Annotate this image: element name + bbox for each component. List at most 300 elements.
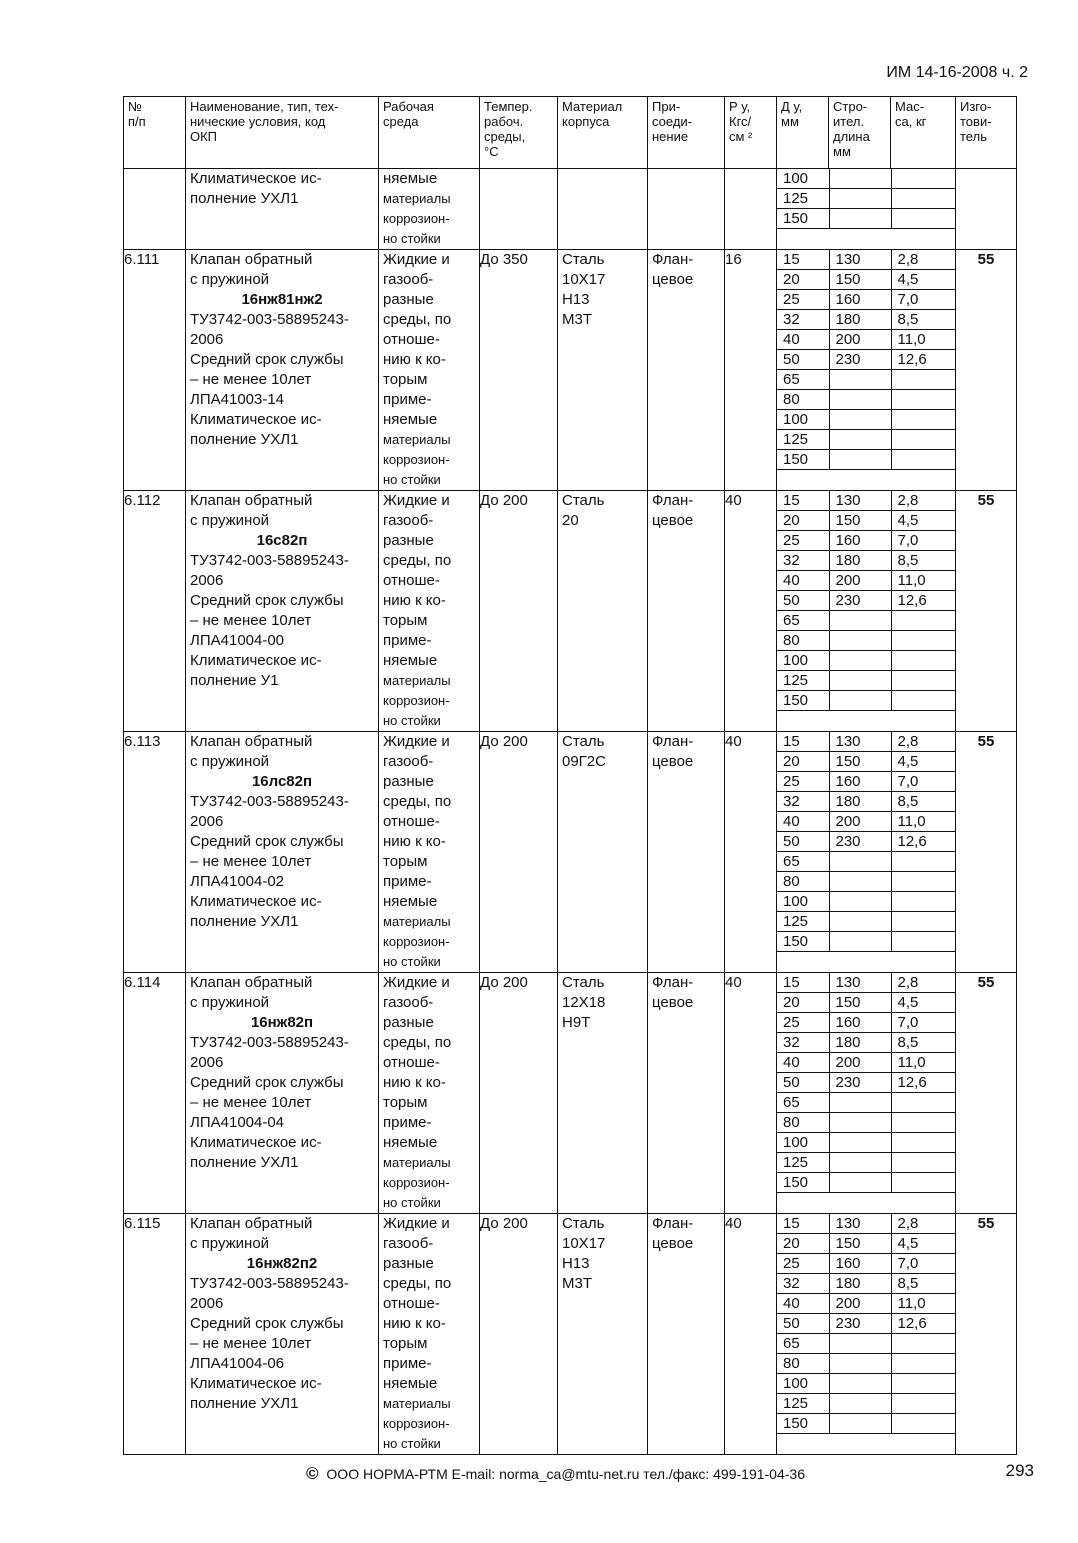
cell-size-subtable bbox=[777, 250, 956, 491]
text-line: мм bbox=[833, 144, 851, 159]
size-length-cell bbox=[829, 1354, 891, 1374]
size-length-cell: 180 bbox=[829, 1033, 891, 1053]
size-row bbox=[777, 310, 956, 330]
size-mass-cell: 4,5 bbox=[891, 270, 956, 290]
size-mass-cell bbox=[891, 370, 956, 390]
text-line: среды, по bbox=[383, 311, 452, 328]
size-length-cell: 150 bbox=[829, 752, 891, 772]
size-dn-cell: 80 bbox=[777, 1354, 829, 1374]
size-mass-cell: 2,8 bbox=[891, 1214, 956, 1234]
cell-medium bbox=[379, 732, 480, 973]
text-line: Флан- bbox=[652, 1215, 694, 1232]
cell-num: 6.115 bbox=[124, 1214, 186, 1455]
size-length-cell bbox=[829, 430, 891, 450]
text-line: Жидкие и bbox=[383, 1215, 450, 1232]
size-row bbox=[777, 169, 956, 189]
text-line: 2006 bbox=[190, 1054, 224, 1071]
continuation-row bbox=[124, 169, 1017, 250]
text-line: ТУ3742-003-58895243- bbox=[190, 793, 349, 810]
size-dn-cell: 150 bbox=[777, 450, 829, 470]
text-line: тель bbox=[960, 129, 987, 144]
text-line: няемые bbox=[383, 1375, 438, 1392]
size-mass-cell bbox=[891, 651, 956, 671]
text-line: Средний срок службы bbox=[190, 1315, 344, 1332]
size-length-cell bbox=[829, 691, 891, 711]
cell-temp: До 200 bbox=[480, 732, 558, 973]
text-line: корпуса bbox=[562, 114, 610, 129]
size-length-cell: 180 bbox=[829, 1274, 891, 1294]
cell-name bbox=[186, 973, 379, 1214]
size-length-cell: 160 bbox=[829, 772, 891, 792]
table-row bbox=[124, 491, 1017, 732]
size-row bbox=[777, 1214, 956, 1234]
size-row bbox=[777, 852, 956, 872]
text-line: ител. bbox=[833, 114, 865, 129]
size-row bbox=[777, 270, 956, 290]
size-mass-cell bbox=[891, 611, 956, 631]
size-row bbox=[777, 752, 956, 772]
cell-pressure: 40 bbox=[725, 1214, 777, 1455]
text-line: но стойки bbox=[383, 1195, 441, 1210]
size-mass-cell bbox=[891, 1113, 956, 1133]
size-dn-cell: 32 bbox=[777, 551, 829, 571]
size-dn-cell: 150 bbox=[777, 1414, 829, 1434]
header-material bbox=[558, 97, 648, 169]
table-body bbox=[124, 169, 1017, 1455]
size-mass-cell bbox=[891, 450, 956, 470]
text-line: Жидкие и bbox=[383, 974, 450, 991]
text-line: няемые bbox=[383, 411, 438, 428]
text-line: Флан- bbox=[652, 251, 694, 268]
text-line: ЛПА41004-00 bbox=[190, 632, 285, 649]
size-length-cell: 160 bbox=[829, 1013, 891, 1033]
text-line: М3Т bbox=[562, 311, 592, 328]
text-line: – не менее 10лет bbox=[190, 853, 312, 870]
size-dn-cell: 25 bbox=[777, 1254, 829, 1274]
text-line: 10Х17 bbox=[562, 271, 606, 288]
size-dn-cell: 80 bbox=[777, 1113, 829, 1133]
size-row bbox=[777, 511, 956, 531]
size-mass-cell: 12,6 bbox=[891, 591, 956, 611]
size-subtable bbox=[777, 491, 956, 711]
text-line: ОКП bbox=[190, 129, 218, 144]
size-row bbox=[777, 1133, 956, 1153]
size-dn-cell: 25 bbox=[777, 531, 829, 551]
size-row bbox=[777, 410, 956, 430]
header-maker bbox=[956, 97, 1017, 169]
size-mass-cell: 11,0 bbox=[891, 1053, 956, 1073]
text-line: цевое bbox=[652, 1235, 694, 1252]
size-length-cell bbox=[829, 209, 891, 229]
size-row bbox=[777, 1013, 956, 1033]
size-dn-cell: 80 bbox=[777, 631, 829, 651]
cell-maker: 55 bbox=[956, 732, 1017, 973]
text-line: – не менее 10лет bbox=[190, 1335, 312, 1352]
text-line: – не менее 10лет bbox=[190, 612, 312, 629]
size-dn-cell: 80 bbox=[777, 872, 829, 892]
size-row bbox=[777, 1234, 956, 1254]
text-line: соеди- bbox=[652, 114, 692, 129]
cell-material bbox=[558, 732, 648, 973]
size-length-cell: 230 bbox=[829, 832, 891, 852]
size-row bbox=[777, 772, 956, 792]
text-line: приме- bbox=[383, 1114, 432, 1131]
cell-material bbox=[558, 1214, 648, 1455]
size-length-cell bbox=[829, 450, 891, 470]
cell-material bbox=[558, 973, 648, 1214]
cell-pressure: 40 bbox=[725, 973, 777, 1214]
size-length-cell: 180 bbox=[829, 551, 891, 571]
footer-contacts: ООО НОРМА-РТМ E-mail: norma_ca@mtu-net.ru тел./факс: 499-191-04-36 bbox=[326, 1466, 805, 1482]
size-dn-cell: 100 bbox=[777, 1374, 829, 1394]
text-line: Клапан обратный bbox=[190, 974, 313, 991]
text-line: но стойки bbox=[383, 472, 441, 487]
size-row bbox=[777, 1374, 956, 1394]
header-mass bbox=[891, 97, 956, 169]
size-row bbox=[777, 531, 956, 551]
size-length-cell: 200 bbox=[829, 571, 891, 591]
text-line: ТУ3742-003-58895243- bbox=[190, 552, 349, 569]
size-mass-cell: 2,8 bbox=[891, 973, 956, 993]
text-line: Жидкие и bbox=[383, 251, 450, 268]
size-dn-cell: 15 bbox=[777, 732, 829, 752]
size-mass-cell bbox=[891, 671, 956, 691]
header-temp bbox=[480, 97, 558, 169]
size-length-cell bbox=[829, 1153, 891, 1173]
cell-num: 6.113 bbox=[124, 732, 186, 973]
cell-size-subtable bbox=[777, 732, 956, 973]
cell-temp: До 200 bbox=[480, 1214, 558, 1455]
text-line: Клапан обратный bbox=[190, 492, 313, 509]
size-dn-cell: 150 bbox=[777, 1173, 829, 1193]
text-line: среды, по bbox=[383, 1034, 452, 1051]
size-length-cell: 150 bbox=[829, 1234, 891, 1254]
text-line: торым bbox=[383, 1335, 428, 1352]
size-row bbox=[777, 551, 956, 571]
size-mass-cell: 7,0 bbox=[891, 1013, 956, 1033]
text-line: тови- bbox=[960, 114, 992, 129]
header-name bbox=[186, 97, 379, 169]
text-line: материалы bbox=[383, 914, 451, 929]
text-line: нию к ко- bbox=[383, 1074, 446, 1091]
text-line: Изго- bbox=[960, 99, 992, 114]
text-line: отноше- bbox=[383, 1295, 440, 1312]
text-line: разные bbox=[383, 773, 434, 790]
text-line: 12Х18 bbox=[562, 994, 606, 1011]
size-dn-cell: 15 bbox=[777, 250, 829, 270]
size-mass-cell bbox=[891, 691, 956, 711]
document-code: ИМ 14-16-2008 ч. 2 bbox=[886, 64, 1028, 81]
size-length-cell: 200 bbox=[829, 812, 891, 832]
size-mass-cell bbox=[891, 390, 956, 410]
text-line: см ² bbox=[729, 129, 753, 144]
size-row bbox=[777, 611, 956, 631]
size-mass-cell bbox=[891, 852, 956, 872]
text-line: Сталь bbox=[562, 251, 605, 268]
size-mass-cell bbox=[891, 209, 956, 229]
text-line: Р у, bbox=[729, 99, 751, 114]
cell-size-subtable bbox=[777, 491, 956, 732]
text-line: с пружиной bbox=[190, 512, 270, 529]
cell-connection bbox=[648, 1214, 725, 1455]
cell-medium bbox=[379, 250, 480, 491]
text-line: материалы bbox=[383, 1155, 451, 1170]
text-line: с пружиной bbox=[190, 994, 270, 1011]
text-line: материалы bbox=[383, 191, 451, 206]
cell-name bbox=[186, 250, 379, 491]
cell-material bbox=[558, 491, 648, 732]
text-line: Рабочая bbox=[383, 99, 434, 114]
text-line: нические условия, код bbox=[190, 114, 326, 129]
text-line: 09Г2С bbox=[562, 753, 606, 770]
text-line: торым bbox=[383, 1094, 428, 1111]
size-mass-cell bbox=[891, 872, 956, 892]
text-line: разные bbox=[383, 1014, 434, 1031]
text-line: няемые bbox=[383, 170, 438, 187]
header-length bbox=[829, 97, 891, 169]
size-row bbox=[777, 671, 956, 691]
text-line: с пружиной bbox=[190, 753, 270, 770]
text-line: отноше- bbox=[383, 572, 440, 589]
size-length-cell bbox=[829, 872, 891, 892]
text-line: Клапан обратный bbox=[190, 733, 313, 750]
cell-maker: 55 bbox=[956, 1214, 1017, 1455]
text-line: материалы bbox=[383, 432, 451, 447]
size-length-cell: 130 bbox=[829, 732, 891, 752]
text-line: газооб- bbox=[383, 1235, 434, 1252]
text-line: Средний срок службы bbox=[190, 592, 344, 609]
text-line: Климатическое ис- bbox=[190, 1375, 322, 1392]
size-row bbox=[777, 209, 956, 229]
text-line: приме- bbox=[383, 632, 432, 649]
size-dn-cell: 125 bbox=[777, 189, 829, 209]
size-dn-cell: 32 bbox=[777, 1274, 829, 1294]
size-row bbox=[777, 892, 956, 912]
size-row bbox=[777, 1314, 956, 1334]
text-line: газооб- bbox=[383, 753, 434, 770]
size-mass-cell: 4,5 bbox=[891, 993, 956, 1013]
text-line: полнение У1 bbox=[190, 672, 279, 689]
text-line: М3Т bbox=[562, 1275, 592, 1292]
text-line: нию к ко- bbox=[383, 833, 446, 850]
cell-size-subtable bbox=[777, 1214, 956, 1455]
cell-connection bbox=[648, 973, 725, 1214]
size-length-cell bbox=[829, 1334, 891, 1354]
text-line: газооб- bbox=[383, 512, 434, 529]
text-line: п/п bbox=[128, 114, 146, 129]
size-row bbox=[777, 450, 956, 470]
size-row bbox=[777, 1414, 956, 1434]
header-dn bbox=[777, 97, 829, 169]
text-line: Сталь bbox=[562, 974, 605, 991]
size-dn-cell: 65 bbox=[777, 1093, 829, 1113]
text-line: мм bbox=[781, 114, 799, 129]
text-line: Жидкие и bbox=[383, 733, 450, 750]
size-length-cell: 150 bbox=[829, 270, 891, 290]
size-length-cell bbox=[829, 1133, 891, 1153]
text-line: но стойки bbox=[383, 231, 441, 246]
cell-pressure bbox=[725, 169, 777, 250]
text-line: коррозион- bbox=[383, 1416, 450, 1431]
size-mass-cell bbox=[891, 1394, 956, 1414]
text-line: цевое bbox=[652, 271, 694, 288]
text-line: коррозион- bbox=[383, 211, 450, 226]
cell-maker bbox=[956, 169, 1017, 250]
cell-num: 6.114 bbox=[124, 973, 186, 1214]
size-mass-cell bbox=[891, 1153, 956, 1173]
text-line: полнение УХЛ1 bbox=[190, 431, 299, 448]
cell-pressure: 40 bbox=[725, 732, 777, 973]
size-dn-cell: 20 bbox=[777, 270, 829, 290]
size-row bbox=[777, 571, 956, 591]
page-number: 293 bbox=[1005, 1461, 1034, 1480]
size-row bbox=[777, 812, 956, 832]
cell-connection bbox=[648, 169, 725, 250]
cell-pressure: 40 bbox=[725, 491, 777, 732]
size-length-cell bbox=[829, 1414, 891, 1434]
table-row bbox=[124, 1214, 1017, 1455]
size-length-cell bbox=[829, 1374, 891, 1394]
cell-temp bbox=[480, 169, 558, 250]
cell-material bbox=[558, 250, 648, 491]
text-line: Темпер. bbox=[484, 99, 533, 114]
size-dn-cell: 50 bbox=[777, 1314, 829, 1334]
text-line: – не менее 10лет bbox=[190, 1094, 312, 1111]
text-line: отноше- bbox=[383, 813, 440, 830]
size-mass-cell: 8,5 bbox=[891, 1274, 956, 1294]
table-row bbox=[124, 973, 1017, 1214]
text-line: но стойки bbox=[383, 954, 441, 969]
text-line: Климатическое ис- bbox=[190, 1134, 322, 1151]
text-line: полнение УХЛ1 bbox=[190, 190, 299, 207]
size-mass-cell: 2,8 bbox=[891, 732, 956, 752]
size-dn-cell: 100 bbox=[777, 169, 829, 189]
size-length-cell: 200 bbox=[829, 1294, 891, 1314]
size-length-cell: 180 bbox=[829, 792, 891, 812]
text-line: Стро- bbox=[833, 99, 868, 114]
size-dn-cell: 40 bbox=[777, 1294, 829, 1314]
size-mass-cell: 8,5 bbox=[891, 792, 956, 812]
text-line: Средний срок службы bbox=[190, 833, 344, 850]
cell-medium bbox=[379, 1214, 480, 1455]
size-row bbox=[777, 1354, 956, 1374]
size-length-cell bbox=[829, 651, 891, 671]
size-subtable bbox=[777, 169, 956, 229]
text-line: торым bbox=[383, 853, 428, 870]
text-line: Клапан обратный bbox=[190, 1215, 313, 1232]
size-row bbox=[777, 330, 956, 350]
text-line: материалы bbox=[383, 1396, 451, 1411]
header-num bbox=[124, 97, 186, 169]
cell-maker: 55 bbox=[956, 491, 1017, 732]
text-line: № bbox=[128, 99, 142, 114]
size-length-cell: 130 bbox=[829, 1214, 891, 1234]
size-dn-cell: 150 bbox=[777, 932, 829, 952]
size-row bbox=[777, 250, 956, 270]
size-dn-cell: 20 bbox=[777, 993, 829, 1013]
size-length-cell bbox=[829, 169, 891, 189]
size-dn-cell: 65 bbox=[777, 1334, 829, 1354]
size-mass-cell: 4,5 bbox=[891, 752, 956, 772]
size-row bbox=[777, 1274, 956, 1294]
size-row bbox=[777, 832, 956, 852]
table-header bbox=[124, 97, 1017, 169]
size-dn-cell: 100 bbox=[777, 651, 829, 671]
table-row bbox=[124, 250, 1017, 491]
text-line: Мас- bbox=[895, 99, 925, 114]
size-dn-cell: 150 bbox=[777, 209, 829, 229]
size-mass-cell: 11,0 bbox=[891, 812, 956, 832]
header-medium bbox=[379, 97, 480, 169]
size-mass-cell bbox=[891, 912, 956, 932]
size-row bbox=[777, 691, 956, 711]
size-dn-cell: 25 bbox=[777, 1013, 829, 1033]
size-mass-cell: 7,0 bbox=[891, 290, 956, 310]
size-mass-cell bbox=[891, 410, 956, 430]
size-dn-cell: 125 bbox=[777, 671, 829, 691]
text-line: Сталь bbox=[562, 492, 605, 509]
size-subtable bbox=[777, 250, 956, 470]
text-line: нение bbox=[652, 129, 689, 144]
text-line: коррозион- bbox=[383, 452, 450, 467]
size-dn-cell: 25 bbox=[777, 772, 829, 792]
text-line: 2006 bbox=[190, 572, 224, 589]
size-dn-cell: 40 bbox=[777, 571, 829, 591]
size-row bbox=[777, 792, 956, 812]
text-line: торым bbox=[383, 612, 428, 629]
size-mass-cell: 7,0 bbox=[891, 772, 956, 792]
size-row bbox=[777, 1334, 956, 1354]
size-mass-cell: 11,0 bbox=[891, 1294, 956, 1314]
text-line: но стойки bbox=[383, 713, 441, 728]
cell-temp: До 200 bbox=[480, 491, 558, 732]
cell-maker: 55 bbox=[956, 973, 1017, 1214]
cell-num bbox=[124, 169, 186, 250]
text-line: цевое bbox=[652, 753, 694, 770]
text-line: 2006 bbox=[190, 1295, 224, 1312]
text-line: Кгс/ bbox=[729, 114, 752, 129]
size-row bbox=[777, 1294, 956, 1314]
cell-name bbox=[186, 1214, 379, 1455]
text-line: коррозион- bbox=[383, 693, 450, 708]
text-line: 2006 bbox=[190, 813, 224, 830]
cell-num: 6.112 bbox=[124, 491, 186, 732]
text-line: приме- bbox=[383, 391, 432, 408]
size-mass-cell: 4,5 bbox=[891, 1234, 956, 1254]
size-row bbox=[777, 651, 956, 671]
cell-temp: До 200 bbox=[480, 973, 558, 1214]
size-mass-cell bbox=[891, 169, 956, 189]
text-line: Климатическое ис- bbox=[190, 652, 322, 669]
size-dn-cell: 50 bbox=[777, 1073, 829, 1093]
size-length-cell bbox=[829, 932, 891, 952]
size-dn-cell: 100 bbox=[777, 1133, 829, 1153]
size-length-cell bbox=[829, 189, 891, 209]
text-line: ТУ3742-003-58895243- bbox=[190, 311, 349, 328]
cell-pressure: 16 bbox=[725, 250, 777, 491]
cell-maker: 55 bbox=[956, 250, 1017, 491]
size-mass-cell: 12,6 bbox=[891, 1073, 956, 1093]
size-length-cell: 230 bbox=[829, 591, 891, 611]
text-line: с пружиной bbox=[190, 271, 270, 288]
size-dn-cell: 65 bbox=[777, 370, 829, 390]
size-dn-cell: 50 bbox=[777, 350, 829, 370]
size-mass-cell bbox=[891, 189, 956, 209]
size-mass-cell bbox=[891, 892, 956, 912]
size-dn-cell: 20 bbox=[777, 752, 829, 772]
size-row bbox=[777, 912, 956, 932]
cell-name bbox=[186, 732, 379, 973]
